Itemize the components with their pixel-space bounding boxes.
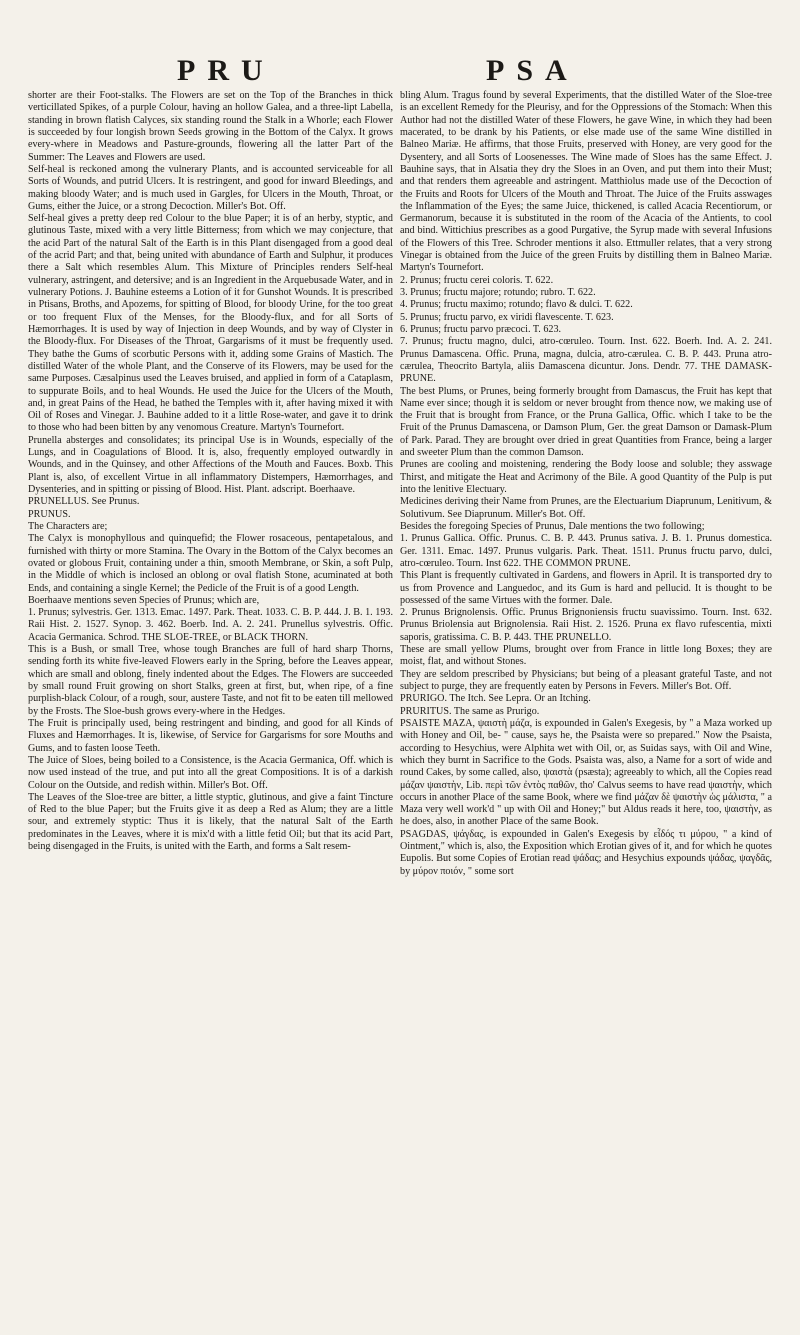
species-entry: 7. Prunus; fructu magno, dulci, atro-cœruleo. Tourn. Inst. 622. Boerh. Ind. A. 2. 241. Prunus Damascena. Offic. Pruna, magna, dulcia, atro-cærulea. C. B. P. 443. Pruna atro-cærulea, Theocrito Bartyla, aliis Damascena dicuntur. Jons. Dendr. 77. THE DAMASK-PRUNE. [400,336,772,385]
species-entry: 6. Prunus; fructu parvo præcoci. T. 623. [400,323,562,335]
paragraph: The Juice of Sloes, being boiled to a Consistence, is the Acacia Germanica, Off. which is now used instead of the true, and put into all the great Compositions. It is of a darkish Colour on the Outside, and redish within. Miller's Bot. Off. [28,754,393,791]
paragraph: Boerhaave mentions seven Species of Prunus; which are, [28,594,260,606]
species-entry: 2. Prunus; fructu cerei coloris. T. 622. [400,274,554,286]
running-header [0,54,800,94]
species-entry: 4. Prunus; fructu maximo; rotundo; flavo & dulci. T. 622. [400,299,633,311]
paragraph: Medicines deriving their Name from Prunes, are the Electuarium Diaprunum, Lenitivum, & Solutivum. See Diaprunum. Miller's Bot. Off. [400,496,772,520]
species-entry: 1. Prunus; sylvestris. Ger. 1313. Emac. 1497. Park. Theat. 1033. C. B. P. 444. J. B. 1. 193. Raii Hist. 2. 1527. Synop. 3. 462. Boerb. Ind. A. 2. 241. Prunellus sylvestris. Offic. Acacia Germanica. Schrod. THE SLOE-TREE, or BLACK THORN. [28,607,393,643]
species-entry: 5. Prunus; fructu parvo, ex viridi flavescente. T. 623. [400,311,614,323]
species-entry: 2. Prunus Brignolensis. Offic. Prunus Brignoniensis fructu suavissimo. Tourn. Inst. 632. Prunus Briolensia aut Brignolensia. Raii Hist. 2. 1526. Pruna ex flavo rufescentia, mixti saporis, gratissima. C. B. P. 443. THE PRUNELLO. [400,607,772,643]
paragraph: Prunella absterges and consolidates; its principal Use is in Wounds, especially of the Lungs, and in Coagulations of Blood. It is, also, frequently employed outwardly in Wounds, and in the Quinsey, and other Affections of the Mouth and Fauces. Boxb. This Plant is, also, of excellent Virtue in all inflammatory Distempers, Hæmorrhages, and Dysenteries, and in spitting or pissing of Blood. Hist. Plant. adscript. Boerhaave. [28,434,393,495]
species-entry: 3. Prunus; fructu majore; rotundo; rubro. T. 622. [400,287,596,298]
right-column [400,90,772,1330]
paragraph: The Characters are; [28,520,108,532]
left-column [28,90,393,1330]
paragraph: The Calyx is monophyllous and quinquefid; the Flower rosaceous, pentapetalous, and furnished with thirty or more Stamina. The Ovary in the Bottom of the Calyx becomes an ovated or globous Fruit, containing under a thin, smooth Membrane, or Skin, a soft Pulp, in the Middle of which is inclosed an oblong or oval flatish Stone, acuminated at both Ends, and containing a single Kernel; the Pedicle of the Fruit is of a good Length. [28,533,393,594]
paragraph: Besides the foregoing Species of Prunus, Dale mentions the two following; [400,520,705,532]
entry-heading: PRURIGO. The Itch. See Lepra. Or an Itching. [400,693,591,705]
left-headword: PRU [177,54,275,87]
paragraph: PSAISTE MAZA, ψαιστὴ μάζα, is expounded in Galen's Exegesis, by " a Maza worked up with Honey and Oil, be- " cause, says he, the Psaista were so prepared." Now the Psaista, according to Hesychius, were Alphita wet with Oil, or, as Suidas says, with Oil and Wine, which they burnt in Sacrifice to the Gods. Psaista was, also, a Name for a sort of wide and round Cakes, by some called, also, ψαιστὰ (psæsta); agreeably to which, all the Copies read μάζαν ψαιστὴν, Lib. περὶ τῶν ἐντὸς παθῶν, tho' Calvus seems to have read ψαιστὴν, which occurs in another Place of the same Book, where we find μάζαν δὲ ψαιστὴν ὡς μάλιστα, " a Maza very well work'd " up with Oil and Honey;" but Aldus reads it here, too, ψαιστὴν, as he does, also, in another Place of the same Book. [400,717,772,828]
entry-heading: PRURITUS. The same as Prurigo. [400,705,540,717]
paragraph: bling Alum. Tragus found by several Experiments, that the distilled Water of the Sloe-tree is an excellent Remedy for the Pleurisy, and for the Oppressions of the Stomach: When this Author had not the distilled Water of these Flowers, he gave Wine, in which they had been macerated, to be drank by his Patients, or else made use of the same Wine distilled in Balneo Mariæ. He affirms, that those Fruits, preserved with Honey, are very good for the Dysentery, and all Sorts of Loosenesses. The Wine made of Sloes has the same Effect. J. Bauhine says, that in Alsatia they dry the Sloes in an Oven, and put them into their Must; and that renders them agreeable and astringent. Matthiolus made use of the Decoction of the Fruits and Roots for Ulcers of the Mouth and Throat. The Juice of the Fruits asswages the Inflammation of the Eyes; the same Juice, thickened, is called Acacia Recentiorum, or Germanorum, because it is substituted in the room of the Acacia of the Antients, to cool and bind. Wittichius prescribes as a good Purgative, the Syrup made with several Infusions of the Flowers of this Tree. Schroder mentions it also. Ettmuller relates, that a very strong Vinegar is obtained from the Juice of the green Fruits by distilling them in Balneo Mariæ. Martyn's Tournefort. [400,90,772,274]
paragraph: The best Plums, or Prunes, being formerly brought from Damascus, the Fruit has kept that Name ever since; though it is seldom or never brought from thence now, we making use of the Fruit that is brought from France, or the Pruna Gallica, Offic. which I take to be the Fruit of the Prunus Damascena, or Damson Plum, Ger. the great Damson or Damask-Plum of Park. Parad. They are brought over dried in great Quantities from France, being a larger and sweeter Plum than the common Damson. [400,385,772,459]
entry-heading: PRUNELLUS. See Prunus. [28,496,140,508]
paragraph: Prunes are cooling and moistening, rendering the Body loose and soluble; they asswage Thirst, and mitigate the Heat and Acrimony of the Bile. A good Quantity of the Pulp is put into the lenitive Electuary. [400,459,772,495]
paragraph: The Leaves of the Sloe-tree are bitter, a little styptic, glutinous, and give a faint Tincture of Red to the blue Paper; but the Fruits give it as deep a Red as Alum; they are a little sour, and extremely styptic: Thus it is likely, that the natural Salt of the Earth predominates in the Leaves, where it is mix'd with a little fetid Oil; but that its acid Part, being disengaged in the Fruits, is united with the Earth, and forms a Salt resem- [28,791,393,853]
species-entry: 1. Prunus Gallica. Offic. Prunus. C. B. P. 443. Prunus sativa. J. B. 1. Prunus domestica. Ger. 1311. Emac. 1497. Prunus vulgaris. Park. Theat. 1511. Prunus fructu parvo, dulci, atro-cœruleo. Tourn. Inst 622. THE COMMON PRUNE. [400,533,772,569]
paragraph: They are seldom prescribed by Physicians; but being of a pleasant grateful Taste, and not subject to purge, they are frequently eaten by Persons in Fevers. Miller's Bot. Off. [400,668,772,692]
paragraph: shorter are their Foot-stalks. The Flowers are set on the Top of the Branches in thick verticillated Spikes, of a purple Colour, having an hollow Galea, and a three-lipt Labella, standing in brown flatish Calyces, six standing round the Stalk in a Whorle; each Flower is succeeded by four longish brown Seeds growing in the Bottom of the Calyx. It grows every-where in Meadows and Pasture-grounds, flowering all the latter Part of the Summer: The Leaves and Flowers are used. [28,90,393,163]
paragraph: These are small yellow Plums, brought over from France in little long Boxes; they are moist, flat, and without Stones. [400,644,772,668]
paragraph: Self-heal gives a pretty deep red Colour to the blue Paper; it is of an herby, styptic, and glutinous Taste, mixed with a very little Bitterness; from which we may conjecture, that the acid Part of the natural Salt of the Earth is in this Plant disengaged from a good deal of the acrid Part; and that, being united with abundance of Earth and Sulphur, it produces there a Salt which resembles Alum. This Mixture of Principles renders Self-heal vulnerary, astringent, and detersive; and is an Ingredient in the Arquebusade Water, and in vulnerary Potions. J. Bauhine esteems a Lotion of it for Gunshot Wounds. It is prescribed in Ptisans, Broths, and Apozems, for spitting of Blood, for bloody Urine, for the too great or too frequent Flux of the Menses, for the Bloody-flux, and for all Sorts of Hæmorrhages. It is used by way of Injection in deep Wounds, and by way of Clyster in the Bloody-flux. For Diseases of the Throat, Gargarisms of it must be frequently used. They bathe the Gums of scorbutic Persons with it, adding some Grains of Mastich. The distilled Water of the whole Plant, and the Conserve of its Flowers, may be used for the same Purposes. Cæsalpinus used the Leaves bruised, and applied in form of a Cataplasm, to suppurate Boils, and to heal Wounds. He used the Juice for the Ulcers of the Mouth, and, in great Pains of the Head, he bathed the Temples with it, after having mixed it with Oil of Roses and Vinegar. J. Bauhine added to it a little Rose-water, and gave it to drink to those who had been bitten by any venomous Creature. Martyn's Tournefort. [28,213,393,434]
paragraph: Self-heal is reckoned among the vulnerary Plants, and is accounted serviceable for all Sorts of Wounds, and putrid Ulcers. It is restringent, and good for inward Bleedings, and making bloody Water; and is much used in Gargles, for Ulcers in the Mouth, Throat, or Gums, either the Juice, or a strong Decoction. Miller's Bot. Off. [28,163,393,212]
paragraph: This Plant is frequently cultivated in Gardens, and flowers in April. It is transported dry to us from Provence and Languedoc, and its Gum is hard and pellucid. It is thought to be possessed of the same Virtues with the former. Dale. [400,570,772,606]
entry-heading: PRUNUS. [28,508,71,520]
paragraph: This is a Bush, or small Tree, whose tough Branches are full of hard sharp Thorns, sending forth its white five-leaved Flowers early in the Spring, before the Leaves appear, which are small and oblong, finely indented about the Edges. The Flowers are succeeded by small round Fruit growing on short Stalks, green at first, but, when ripe, of a fine purplish-black Colour, of a rough, sour, austere Taste, and not fit to be eaten till mellowed by the Frosts. The Sloe-bush grows every-where in the Hedges. [28,644,393,717]
right-headword: PSA [486,54,579,87]
paragraph: The Fruit is principally used, being restringent and binding, and good for all Kinds of Fluxes and Hæmorrhages. It is, likewise, of Service for Gargarisms for sore Mouths and Gums, and to fasten loose Teeth. [28,717,393,754]
paragraph: PSAGDAS, ψάγδας, is expounded in Galen's Exegesis by εἶδός τι μύρου, " a kind of Ointment," which is, also, the Exposition which Erotian gives of it, and for which he quotes Eupolis. But some Copies of Erotian read ψάδας; and Hesychius expounds ψάδας, ψαγδᾶς, by μύρον ποιόν, " some sort [400,828,772,877]
